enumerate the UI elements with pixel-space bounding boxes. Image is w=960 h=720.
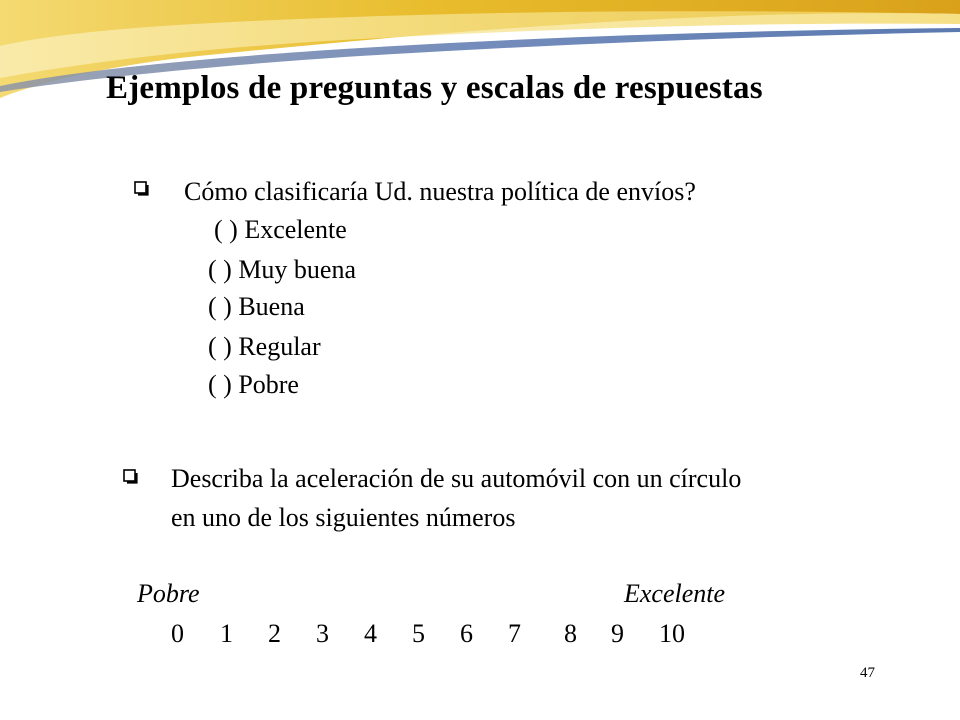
scale-number-6: 6 — [460, 619, 473, 648]
scale-number-5: 5 — [412, 619, 425, 648]
checkbox-bullet-icon — [134, 181, 150, 197]
scale-number-1: 1 — [220, 619, 233, 648]
scale-number-4: 4 — [364, 619, 377, 648]
question-1-option-pobre: ( ) Pobre — [208, 370, 299, 399]
question-1-option-regular: ( ) Regular — [208, 332, 321, 361]
checkbox-bullet-icon — [123, 469, 139, 485]
scale-high-label: Excelente — [624, 579, 726, 608]
scale-number-0: 0 — [171, 619, 184, 648]
question-2-line-2: en uno de los siguientes números — [171, 503, 516, 532]
question-1-option-muy-buena: ( ) Muy buena — [208, 255, 357, 284]
page-number: 47 — [860, 665, 875, 681]
scale-number-3: 3 — [316, 619, 329, 648]
question-1-option-excelente: ( ) Excelente — [214, 215, 347, 244]
slide-title: Ejemplos de preguntas y escalas de respuestas — [106, 70, 763, 106]
scale-number-10: 10 — [659, 619, 685, 648]
scale-number-9: 9 — [611, 619, 624, 648]
scale-low-label: Pobre — [137, 579, 200, 608]
scale-number-8: 8 — [564, 619, 577, 648]
scale-number-2: 2 — [268, 619, 281, 648]
question-2-line-1: Describa la aceleración de su automóvil con un círculo — [171, 464, 742, 493]
question-1-option-buena: ( ) Buena — [208, 292, 305, 321]
scale-number-7: 7 — [508, 619, 521, 648]
question-1-text: Cómo clasificaría Ud. nuestra política de envíos? — [184, 177, 696, 206]
